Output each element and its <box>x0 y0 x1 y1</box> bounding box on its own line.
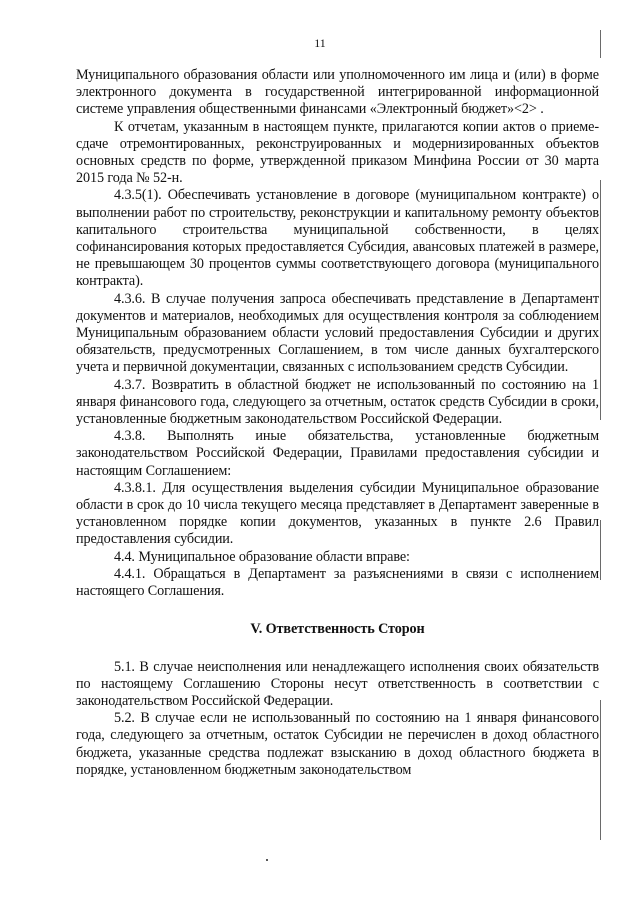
paragraph: 4.3.8.1. Для осуществления выделения субсидии Муниципальное образование области в срок до 10 числа текущего месяца представляет в Департамент заверенные в установленном порядке копии документов, указанных в пункте 2.6 Правил предоставления субсидии. <box>76 479 599 548</box>
paragraph: К отчетам, указанным в настоящем пункте, прилагаются копии актов о приеме-сдаче отремонтированных, реконструированных и модернизированных объектов основных средств по форме, утвержденной приказом Минфина России от 30 марта 2015 года № 52-н. <box>76 118 599 187</box>
document-body <box>76 67 599 779</box>
paragraph: 4.3.5(1). Обеспечивать установление в договоре (муниципальном контракте) о выполнении работ по строительству, реконструкции и капитальному ремонту объектов капитального строительства муниципальной собственности, в целях софинансирования которых предоставляется Субсидия, авансовых платежей в размере, не превышающем 30 процентов суммы соответствующего договора (муниципального контракта). <box>76 187 599 290</box>
paragraph: 4.3.8. Выполнять иные обязательства, установленные бюджетным законодательством Российской Федерации, Правилами предоставления субсидии и настоящим Соглашением: <box>76 428 599 479</box>
paragraph: 4.4.1. Обращаться в Департамент за разъяснениями в связи с исполнением настоящего Соглашения. <box>76 565 599 600</box>
section-heading: V. Ответственность Сторон <box>250 621 425 638</box>
scan-edge-mark <box>600 700 601 840</box>
scan-edge-mark <box>600 30 601 58</box>
paragraph: Муниципального образования области или уполномоченного им лица и (или) в форме электронного документа в государственной интегрированной информационной системе управления общественными финансами «Электронный бюджет»<2> . <box>76 67 599 118</box>
paragraph: 5.2. В случае если не использованный по состоянию на 1 января финансового года, следующего за отчетным, остаток Субсидии не перечислен в доход областного бюджета, указанные средства подлежат взысканию в доход областного бюджета в порядке, установленном бюджетным законодательством <box>76 710 599 778</box>
scan-edge-mark <box>600 180 601 420</box>
paragraph: 5.1. В случае неисполнения или ненадлежащего исполнения своих обязательств по настоящему Соглашению Стороны несут ответственность в соответствии с законодательством Российской Федерации. <box>76 658 599 709</box>
scan-speck <box>266 859 268 861</box>
paragraph: 4.4. Муниципальное образование области вправе: <box>114 548 410 565</box>
paragraph: 4.3.6. В случае получения запроса обеспечивать представление в Департамент документов и материалов, необходимых для осуществления контроля за соблюдением Муниципальным образованием области условий предоставления Субсидии и других обязательств, предусмотренных Соглашением, в том числе данных бухгалтерского учета и первичной документации, связанных с использованием средств Субсидии. <box>76 290 599 376</box>
page-number: 11 <box>314 36 326 50</box>
paragraph: 4.3.7. Возвратить в областной бюджет не использованный по состоянию на 1 января финансового года, следующего за отчетным, остаток средств Субсидии в сроки, установленные бюджетным законодательством Российской Федерации. <box>76 376 599 428</box>
scan-edge-mark <box>600 520 601 580</box>
